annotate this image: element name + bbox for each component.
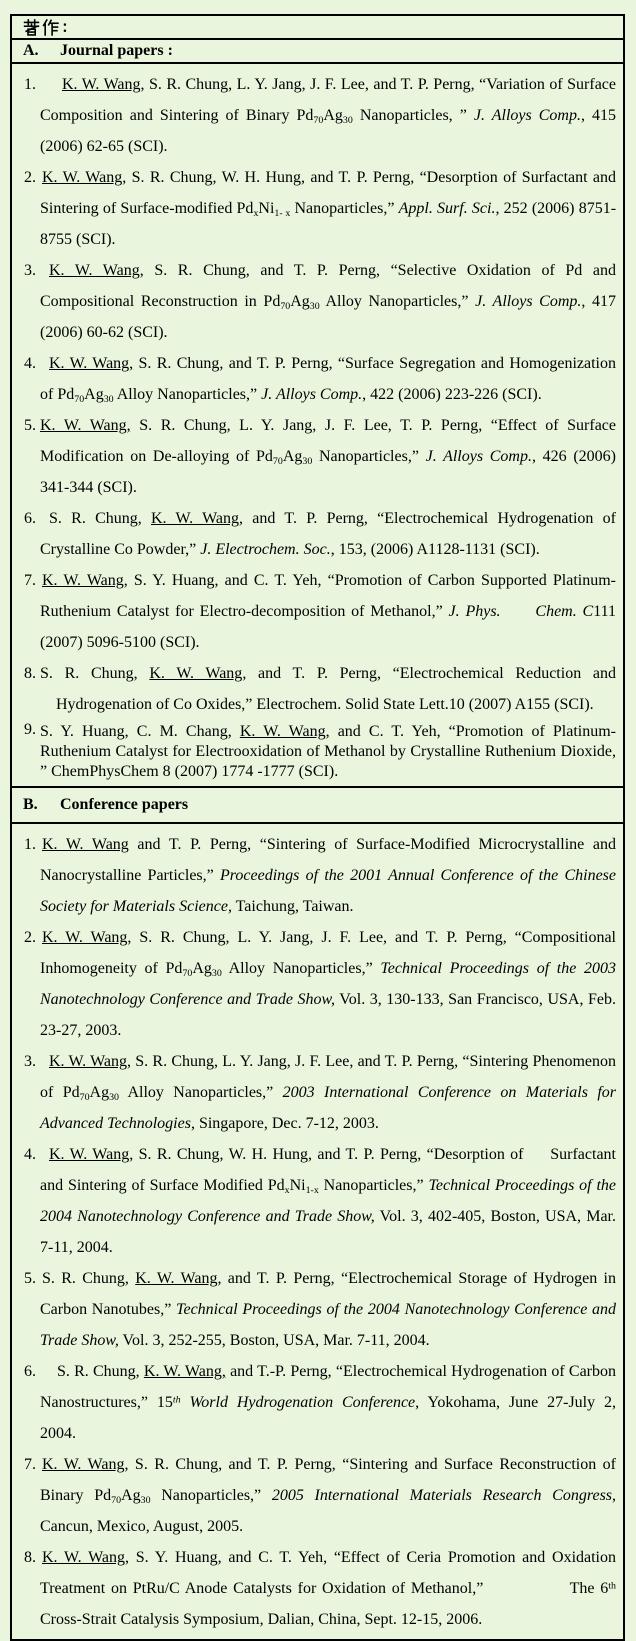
reference-text: K. W. Wang, S. R. Chung, and T. P. Perng, “Selective Oxidation of Pd and Compositional Reconstruction in $Pd_{70}Ag_{30}$ Alloy Nanoparticles,” J. Alloys Comp., 417 (2006) 60-62 (SCI). bbox=[40, 262, 617, 341]
reference-text: S. Y. Huang, C. M. Chang, K. W. Wang, and C. T. Yeh, “Promotion of Platinum-Ruthenium Catalyst for Electrooxidation of Methanol by Crystalline Ruthenium Dioxide, ” ChemPhysChem 8 (2007) 1774 -1777 (SCI). bbox=[40, 723, 617, 780]
reference-item bbox=[12, 1046, 623, 1139]
reference-text: K. W. Wang, S. R. Chung, L. Y. Jang, J. F. Lee, T. P. Perng, “Effect of Surface Modification on De-alloying of $Pd_{70}Ag_{30}$ Nanoparticles,” J. Alloys Comp., 426 (2006) 341-344 (SCI). bbox=[40, 417, 617, 496]
reference-text: S. R. Chung, K. W. Wang, and T.-P. Perng, “Electrochemical Hydrogenation of Carbon Nanostructures,” 15th World Hydrogenation Conference, Yokohama, June 27-July 2, 2004. bbox=[40, 1363, 616, 1442]
reference-number: 6. bbox=[24, 1363, 36, 1380]
reference-item bbox=[12, 720, 623, 782]
reference-item bbox=[12, 1356, 623, 1449]
reference-number: 9. bbox=[24, 721, 36, 738]
section-b-label: B. bbox=[23, 796, 38, 813]
section-b-heading-row bbox=[12, 788, 623, 824]
reference-text: K. W. Wang, S. R. Chung, W. H. Hung, and T. P. Perng, “Desorption of Surfactant and Sintering of Surface-modified $Pd_xNi_{1- x}$ Nanoparticles,” Appl. Surf. Sci., 252 (2006) 8751-8755 (SCI). bbox=[40, 169, 617, 248]
reference-number: 6. bbox=[24, 510, 36, 527]
reference-item bbox=[12, 410, 623, 503]
reference-text: K. W. Wang, S. R. Chung, L. Y. Jang, J. F. Lee, and T. P. Perng, “Compositional Inhomogeneity of $Pd_{70}Ag_{30}$ Alloy Nanoparticles,” Technical Proceedings of the 2003 Nanotechnology Conference and Trade Show, Vol. 3, 130-133, San Francisco, USA, Feb. 23-27, 2003. bbox=[40, 929, 617, 1039]
section-a-label: A. bbox=[23, 42, 39, 59]
reference-text: K. W. Wang, S. R. Chung, L. Y. Jang, J. F. Lee, and T. P. Perng, “Variation of Surface Composition and Sintering of Binary $Pd_{70}Ag_{30}$ Nanoparticles, ” J. Alloys Comp., 415 (2006) 62-65 (SCI). bbox=[40, 76, 617, 155]
reference-item bbox=[12, 348, 623, 410]
reference-number: 5. bbox=[24, 1270, 36, 1287]
reference-number: 8. bbox=[24, 1549, 36, 1566]
section-b-heading: Conference papers bbox=[60, 796, 189, 813]
reference-item bbox=[12, 829, 623, 922]
reference-number: 4. bbox=[24, 1146, 36, 1163]
journal-papers-list bbox=[12, 64, 623, 788]
reference-item bbox=[12, 69, 623, 162]
section-a-heading-row bbox=[12, 40, 623, 64]
reference-text: K. W. Wang, S. R. Chung, and T. P. Perng, “Surface Segregation and Homogenization of $Pd_{70}Ag_{30}$ Alloy Nanoparticles,” J. Alloys Comp., 422 (2006) 223-226 (SCI). bbox=[40, 355, 617, 405]
reference-number: 4. bbox=[24, 355, 36, 372]
reference-item bbox=[12, 1139, 623, 1263]
title-cjk-char-zhu-icon bbox=[23, 19, 40, 36]
reference-number: 8. bbox=[24, 665, 36, 682]
reference-number: 3. bbox=[24, 1053, 36, 1070]
reference-text: K. W. Wang, S. Y. Huang, and C. T. Yeh, “Effect of Ceria Promotion and Oxidation Treatment on PtRu/C Anode Catalysts for Oxidation of Methanol,” The 6th Cross-Strait Catalysis Symposium, Dalian, China, Sept. 12-15, 2006. bbox=[40, 1549, 617, 1628]
title-cjk-char-zuo-icon bbox=[42, 19, 59, 36]
reference-item bbox=[12, 922, 623, 1046]
reference-number: 2. bbox=[24, 929, 36, 946]
reference-text: K. W. Wang, S. R. Chung, and T. P. Perng, “Sintering and Surface Reconstruction of Binary $Pd_{70}Ag_{30}$ Nanoparticles,” 2005 International Materials Research Congress, Cancun, Mexico, August, 2005. bbox=[40, 1456, 617, 1535]
reference-item bbox=[12, 658, 623, 720]
reference-item bbox=[12, 1542, 623, 1635]
reference-item bbox=[12, 162, 623, 255]
reference-text: S. R. Chung, K. W. Wang, and T. P. Perng, “Electrochemical Storage of Hydrogen in Carbon Nanotubes,” Technical Proceedings of the 2004 Nanotechnology Conference and Trade Show, Vol. 3, 252-255, Boston, USA, Mar. 7-11, 2004. bbox=[40, 1270, 616, 1349]
reference-item bbox=[12, 565, 623, 658]
reference-number: 3. bbox=[24, 262, 36, 279]
fullwidth-colon-icon bbox=[61, 19, 70, 36]
reference-text: S. R. Chung, K. W. Wang, and T. P. Perng, “Electrochemical Reduction and Hydrogenation of Co Oxides,” Electrochem. Solid State Lett.10 (2007) A155 (SCI). bbox=[40, 665, 617, 713]
publications-table bbox=[10, 14, 625, 1641]
reference-number: 5. bbox=[24, 417, 36, 434]
reference-number: 1. bbox=[24, 836, 36, 853]
reference-number: 1. bbox=[24, 76, 36, 93]
reference-text: K. W. Wang, S. R. Chung, L. Y. Jang, J. F. Lee, and T. P. Perng, “Sintering Phenomenon of $Pd_{70}Ag_{30}$ Alloy Nanoparticles,” 2003 International Conference on Materials for Advanced Technologies, Singapore, Dec. 7-12, 2003. bbox=[40, 1053, 617, 1132]
reference-text: S. R. Chung, K. W. Wang, and T. P. Perng, “Electrochemical Hydrogenation of Crystalline Co Powder,” J. Electrochem. Soc., 153, (2006) A1128-1131 (SCI). bbox=[40, 510, 617, 558]
reference-number: 7. bbox=[24, 1456, 36, 1473]
section-a-heading: Journal papers : bbox=[60, 42, 173, 59]
doc-title-row bbox=[12, 16, 623, 40]
reference-item bbox=[12, 255, 623, 348]
reference-number: 7. bbox=[24, 572, 36, 589]
reference-item bbox=[12, 503, 623, 565]
reference-text: K. W. Wang, S. R. Chung, W. H. Hung, and T. P. Perng, “Desorption of Surfactant and Sintering of Surface Modified $Pd_xNi_{1-x}$ Nanoparticles,” Technical Proceedings of the 2004 Nanotechnology Conference and Trade Show, Vol. 3, 402-405, Boston, USA, Mar. 7-11, 2004. bbox=[40, 1146, 617, 1256]
conference-papers-list bbox=[12, 824, 623, 1639]
reference-number: 2. bbox=[24, 169, 36, 186]
reference-text: K. W. Wang, S. Y. Huang, and C. T. Yeh, “Promotion of Carbon Supported Platinum-Ruthenium Catalyst for Electro-decomposition of Methanol,” J. Phys. Chem. C111 (2007) 5096-5100 (SCI). bbox=[40, 572, 617, 651]
reference-item bbox=[12, 1449, 623, 1542]
reference-item bbox=[12, 1263, 623, 1356]
reference-text: K. W. Wang and T. P. Perng, “Sintering of Surface-Modified Microcrystalline and Nanocrystalline Particles,” Proceedings of the 2001 Annual Conference of the Chinese Society for Materials Science, Taichung, Taiwan. bbox=[40, 836, 616, 915]
